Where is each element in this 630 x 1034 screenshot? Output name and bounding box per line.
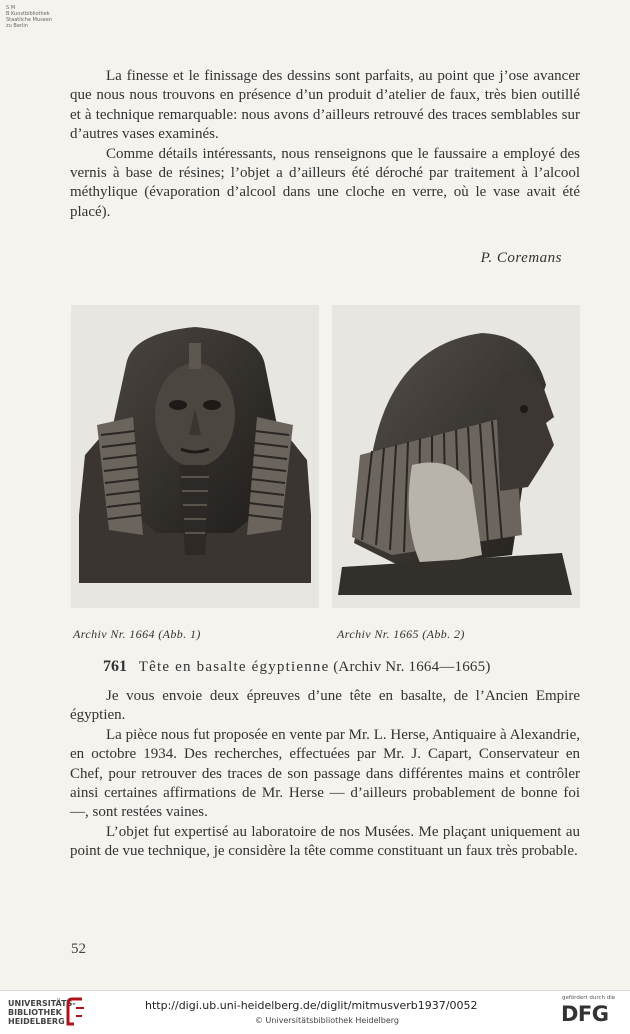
copyright-notice: © Universitätsbibliothek Heidelberg — [255, 1016, 400, 1025]
text-block-bottom — [70, 687, 580, 862]
figure-2-photo — [332, 305, 580, 608]
paragraph: L’objet fut expertisé au laboratoire de nos Musées. Me plaçant uniquement au point de vue technique, je considère la tête comme constituant un faux très probable. — [70, 823, 580, 860]
figure-1-photo — [71, 305, 319, 608]
text-block-top — [70, 67, 580, 222]
paragraph: Je vous envoie deux épreuves d’une tête en basalte, de l’Ancien Empire égyptien. — [70, 688, 580, 724]
page-number: 52 — [71, 941, 86, 957]
entry-title: Tête en basalte égyptienne — [138, 659, 330, 675]
sphinx-head-front-image — [71, 305, 319, 608]
library-stamp — [6, 5, 52, 29]
funded-by-label: gefördert durch die — [562, 995, 616, 1001]
entry-number: 761 — [103, 658, 127, 675]
library-name-line: HEIDELBERG — [8, 1017, 65, 1026]
library-name-line: UNIVERSITÄTS- — [8, 999, 76, 1008]
signature: P. Coremans — [480, 250, 562, 266]
permalink-url[interactable]: http://digi.ub.uni-heidelberg.de/diglit/mitmusverb1937/0052 — [145, 999, 478, 1012]
dfg-logo: DFG — [561, 1002, 609, 1026]
paragraph: La finesse et le finissage des dessins sont parfaits, au point que j’ose avancer que nous nous trouvons en présence d’un produit d’atelier de faux, très bien outillé et à technique remarquable: nous avons d’ailleurs retrouvé des traces semblables sur d’autres vases examinés. — [70, 68, 580, 143]
figure-1-caption: Archiv Nr. 1664 (Abb. 1) — [73, 627, 201, 641]
stamp-line: Staatliche Museen — [6, 17, 52, 23]
sphinx-head-profile-image — [332, 305, 580, 608]
entry-archive-ref: (Archiv Nr. 1664—1665) — [333, 659, 491, 675]
stamp-line: B Kunstbibliothek — [6, 11, 50, 17]
stamp-line: zu Berlin — [6, 23, 28, 29]
library-logo-icon — [66, 996, 86, 1028]
stamp-line: S M — [6, 5, 16, 11]
library-name-line: BIBLIOTHEK — [8, 1008, 62, 1017]
paragraph: Comme détails intéressants, nous renseignons que le faussaire a employé des vernis à base de résines; l’objet a d’ailleurs été déroché par traitement à l’alcool méthylique (évaporation d’alcool dans une cloche en verre, où le vase avait été placé). — [70, 145, 580, 220]
viewer-footer — [0, 990, 630, 1034]
figure-2-caption: Archiv Nr. 1665 (Abb. 2) — [337, 627, 465, 641]
paragraph: La pièce nous fut proposée en vente par Mr. L. Herse, Antiquaire à Alexandrie, en octobre 1934. Des recherches, effectuées par Mr. J. Capart, Conservateur en Chef, pour retrouver des traces de son passage dans différentes mains et contrôler ainsi certaines affirmations de Mr. Herse — d’ailleurs probablement de bonne foi —, sont restées vaines. — [70, 726, 580, 821]
entry-heading — [103, 658, 491, 676]
